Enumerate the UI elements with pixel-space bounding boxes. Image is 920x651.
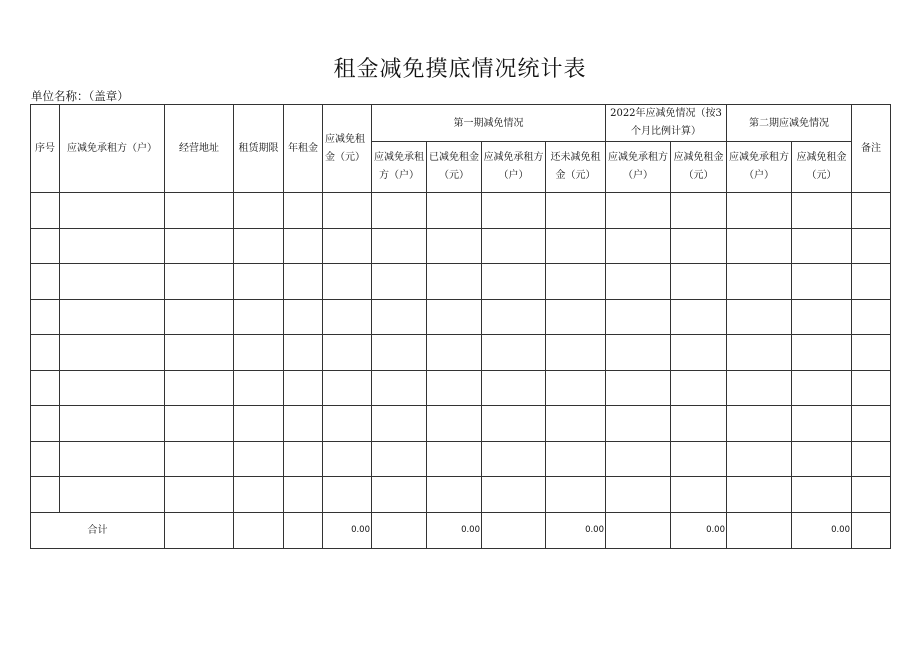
table-cell[interactable] bbox=[372, 299, 427, 335]
table-cell[interactable] bbox=[727, 370, 792, 406]
table-cell[interactable] bbox=[284, 335, 323, 371]
table-row bbox=[31, 370, 891, 406]
table-cell[interactable] bbox=[234, 335, 284, 371]
total-lease-term bbox=[234, 512, 284, 548]
table-cell[interactable] bbox=[546, 335, 606, 371]
table-cell[interactable] bbox=[60, 406, 165, 442]
table-cell[interactable] bbox=[31, 477, 60, 513]
table-cell[interactable] bbox=[284, 299, 323, 335]
table-cell[interactable] bbox=[727, 441, 792, 477]
table-cell[interactable] bbox=[323, 335, 372, 371]
table-cell[interactable] bbox=[31, 264, 60, 300]
table-cell[interactable] bbox=[671, 406, 727, 442]
table-cell[interactable] bbox=[165, 477, 234, 513]
table-cell[interactable] bbox=[427, 370, 482, 406]
table-cell[interactable] bbox=[323, 228, 372, 264]
table-cell[interactable] bbox=[372, 477, 427, 513]
table-cell[interactable] bbox=[727, 477, 792, 513]
table-cell[interactable] bbox=[546, 193, 606, 229]
table-cell[interactable] bbox=[427, 299, 482, 335]
table-cell[interactable] bbox=[323, 299, 372, 335]
table-cell[interactable] bbox=[546, 299, 606, 335]
table-cell[interactable] bbox=[60, 370, 165, 406]
table-cell[interactable] bbox=[372, 406, 427, 442]
table-cell[interactable] bbox=[427, 335, 482, 371]
table-cell[interactable] bbox=[234, 477, 284, 513]
table-cell[interactable] bbox=[792, 477, 852, 513]
table-cell[interactable] bbox=[165, 299, 234, 335]
total-remarks bbox=[852, 512, 891, 548]
table-cell[interactable] bbox=[31, 441, 60, 477]
table-cell[interactable] bbox=[372, 335, 427, 371]
table-cell[interactable] bbox=[792, 264, 852, 300]
table-cell[interactable] bbox=[427, 193, 482, 229]
total-2022-rent: 0.00 bbox=[671, 512, 727, 548]
table-cell[interactable] bbox=[546, 264, 606, 300]
table-cell[interactable] bbox=[852, 193, 891, 229]
table-cell[interactable] bbox=[671, 477, 727, 513]
table-cell[interactable] bbox=[284, 406, 323, 442]
table-cell[interactable] bbox=[31, 370, 60, 406]
table-cell[interactable] bbox=[792, 193, 852, 229]
table-cell[interactable] bbox=[234, 264, 284, 300]
table-cell[interactable] bbox=[727, 335, 792, 371]
table-cell[interactable] bbox=[792, 335, 852, 371]
statistics-table bbox=[30, 104, 891, 549]
table-cell[interactable] bbox=[323, 477, 372, 513]
table-cell[interactable] bbox=[31, 406, 60, 442]
table-row bbox=[31, 193, 891, 229]
table-cell[interactable] bbox=[852, 299, 891, 335]
table-cell[interactable] bbox=[606, 228, 671, 264]
table-cell[interactable] bbox=[234, 193, 284, 229]
total-p1-reduced: 0.00 bbox=[427, 512, 482, 548]
table-cell[interactable] bbox=[482, 299, 546, 335]
table-cell[interactable] bbox=[727, 406, 792, 442]
total-row bbox=[31, 512, 891, 548]
table-cell[interactable] bbox=[546, 406, 606, 442]
table-cell[interactable] bbox=[284, 264, 323, 300]
table-cell[interactable] bbox=[606, 299, 671, 335]
table-cell[interactable] bbox=[482, 406, 546, 442]
table-cell[interactable] bbox=[60, 477, 165, 513]
header-p2-lessee: 应减免承租方（户） bbox=[727, 142, 792, 193]
header-p1-lessee2: 应减免承租方（户） bbox=[482, 142, 546, 193]
table-cell[interactable] bbox=[727, 228, 792, 264]
table-row bbox=[31, 406, 891, 442]
table-cell[interactable] bbox=[727, 264, 792, 300]
table-cell[interactable] bbox=[284, 477, 323, 513]
header-p2-rent: 应减免租金（元） bbox=[792, 142, 852, 193]
table-cell[interactable] bbox=[852, 406, 891, 442]
table-cell[interactable] bbox=[852, 228, 891, 264]
table-row bbox=[31, 477, 891, 513]
table-cell[interactable] bbox=[165, 228, 234, 264]
header-phase2: 第二期应减免情况 bbox=[727, 105, 852, 142]
table-cell[interactable] bbox=[606, 406, 671, 442]
table-cell[interactable] bbox=[671, 228, 727, 264]
total-label: 合计 bbox=[31, 512, 165, 548]
table-cell[interactable] bbox=[482, 193, 546, 229]
table-cell[interactable] bbox=[482, 335, 546, 371]
table-cell[interactable] bbox=[60, 193, 165, 229]
table-cell[interactable] bbox=[671, 264, 727, 300]
header-lease-term: 租赁期限 bbox=[234, 105, 284, 193]
table-cell[interactable] bbox=[427, 406, 482, 442]
header-phase1: 第一期减免情况 bbox=[372, 105, 606, 142]
table-cell[interactable] bbox=[606, 193, 671, 229]
table-cell[interactable] bbox=[372, 228, 427, 264]
table-cell[interactable] bbox=[671, 370, 727, 406]
table-cell[interactable] bbox=[284, 370, 323, 406]
header-p1-reduced: 已减免租金（元） bbox=[427, 142, 482, 193]
table-cell[interactable] bbox=[372, 193, 427, 229]
table-cell[interactable] bbox=[482, 477, 546, 513]
table-cell[interactable] bbox=[60, 299, 165, 335]
table-cell[interactable] bbox=[234, 370, 284, 406]
table-cell[interactable] bbox=[284, 193, 323, 229]
table-cell[interactable] bbox=[482, 441, 546, 477]
header-2022-rent: 应减免租金（元） bbox=[671, 142, 727, 193]
table-cell[interactable] bbox=[31, 193, 60, 229]
table-cell[interactable] bbox=[427, 477, 482, 513]
header-rent-reduction: 应减免租金（元） bbox=[323, 105, 372, 193]
table-cell[interactable] bbox=[546, 441, 606, 477]
table-cell[interactable] bbox=[727, 193, 792, 229]
table-cell[interactable] bbox=[792, 406, 852, 442]
table-cell[interactable] bbox=[727, 299, 792, 335]
table-row bbox=[31, 228, 891, 264]
header-seq: 序号 bbox=[31, 105, 60, 193]
table-cell[interactable] bbox=[165, 335, 234, 371]
total-address bbox=[165, 512, 234, 548]
table-cell[interactable] bbox=[372, 441, 427, 477]
table-cell[interactable] bbox=[31, 299, 60, 335]
table-cell[interactable] bbox=[671, 193, 727, 229]
table-cell[interactable] bbox=[165, 264, 234, 300]
table-cell[interactable] bbox=[792, 370, 852, 406]
total-p2-rent: 0.00 bbox=[792, 512, 852, 548]
header-p1-unreduced: 还未减免租金（元） bbox=[546, 142, 606, 193]
table-cell[interactable] bbox=[31, 335, 60, 371]
total-p2-lessee bbox=[727, 512, 792, 548]
table-cell[interactable] bbox=[792, 299, 852, 335]
table-cell[interactable] bbox=[60, 335, 165, 371]
table-cell[interactable] bbox=[606, 264, 671, 300]
table-row bbox=[31, 299, 891, 335]
table-cell[interactable] bbox=[852, 335, 891, 371]
table-cell[interactable] bbox=[165, 406, 234, 442]
header-address: 经营地址 bbox=[165, 105, 234, 193]
table-cell[interactable] bbox=[427, 228, 482, 264]
total-p1-lessee2 bbox=[482, 512, 546, 548]
total-p1-lessee bbox=[372, 512, 427, 548]
total-2022-lessee bbox=[606, 512, 671, 548]
table-cell[interactable] bbox=[234, 406, 284, 442]
header-remarks: 备注 bbox=[852, 105, 891, 193]
table-cell[interactable] bbox=[482, 228, 546, 264]
table-cell[interactable] bbox=[671, 299, 727, 335]
table-cell[interactable] bbox=[427, 441, 482, 477]
table-cell[interactable] bbox=[323, 406, 372, 442]
table-cell[interactable] bbox=[372, 370, 427, 406]
table-cell[interactable] bbox=[165, 441, 234, 477]
total-p1-unreduced: 0.00 bbox=[546, 512, 606, 548]
table-cell[interactable] bbox=[671, 335, 727, 371]
table-cell[interactable] bbox=[284, 441, 323, 477]
header-lessee: 应减免承租方（户） bbox=[60, 105, 165, 193]
table-cell[interactable] bbox=[284, 228, 323, 264]
table-cell[interactable] bbox=[323, 264, 372, 300]
header-row-1 bbox=[31, 105, 891, 142]
header-annual-rent: 年租金 bbox=[284, 105, 323, 193]
header-p1-lessee: 应减免承租方（户） bbox=[372, 142, 427, 193]
header-2022: 2022年应减免情况（按3个月比例计算） bbox=[606, 105, 727, 142]
table-cell[interactable] bbox=[482, 264, 546, 300]
unit-name-label: 单位名称：（盖章） bbox=[31, 89, 129, 103]
table-cell[interactable] bbox=[482, 370, 546, 406]
table-row bbox=[31, 441, 891, 477]
table-cell[interactable] bbox=[31, 228, 60, 264]
total-rent-reduction: 0.00 bbox=[323, 512, 372, 548]
page-title: 租金减免摸底情况统计表 bbox=[333, 57, 587, 82]
table-cell[interactable] bbox=[606, 335, 671, 371]
table-cell[interactable] bbox=[606, 370, 671, 406]
table-cell[interactable] bbox=[427, 264, 482, 300]
table-cell[interactable] bbox=[234, 441, 284, 477]
table-cell[interactable] bbox=[852, 264, 891, 300]
table-cell[interactable] bbox=[60, 441, 165, 477]
table-cell[interactable] bbox=[323, 441, 372, 477]
table-cell[interactable] bbox=[60, 228, 165, 264]
table-cell[interactable] bbox=[792, 228, 852, 264]
table-cell[interactable] bbox=[546, 477, 606, 513]
table-cell[interactable] bbox=[852, 441, 891, 477]
table-row bbox=[31, 264, 891, 300]
table-cell[interactable] bbox=[546, 228, 606, 264]
table-cell[interactable] bbox=[234, 299, 284, 335]
table-cell[interactable] bbox=[606, 441, 671, 477]
table-cell[interactable] bbox=[852, 370, 891, 406]
table-cell[interactable] bbox=[323, 370, 372, 406]
table-cell[interactable] bbox=[546, 370, 606, 406]
table-cell[interactable] bbox=[60, 264, 165, 300]
table-cell[interactable] bbox=[165, 193, 234, 229]
table-cell[interactable] bbox=[606, 477, 671, 513]
header-2022-lessee: 应减免承租方（户） bbox=[606, 142, 671, 193]
table-cell[interactable] bbox=[852, 477, 891, 513]
table-cell[interactable] bbox=[323, 193, 372, 229]
table-cell[interactable] bbox=[671, 441, 727, 477]
table-cell[interactable] bbox=[165, 370, 234, 406]
table-cell[interactable] bbox=[372, 264, 427, 300]
table-cell[interactable] bbox=[792, 441, 852, 477]
total-annual-rent bbox=[284, 512, 323, 548]
table-cell[interactable] bbox=[234, 228, 284, 264]
table-row bbox=[31, 335, 891, 371]
